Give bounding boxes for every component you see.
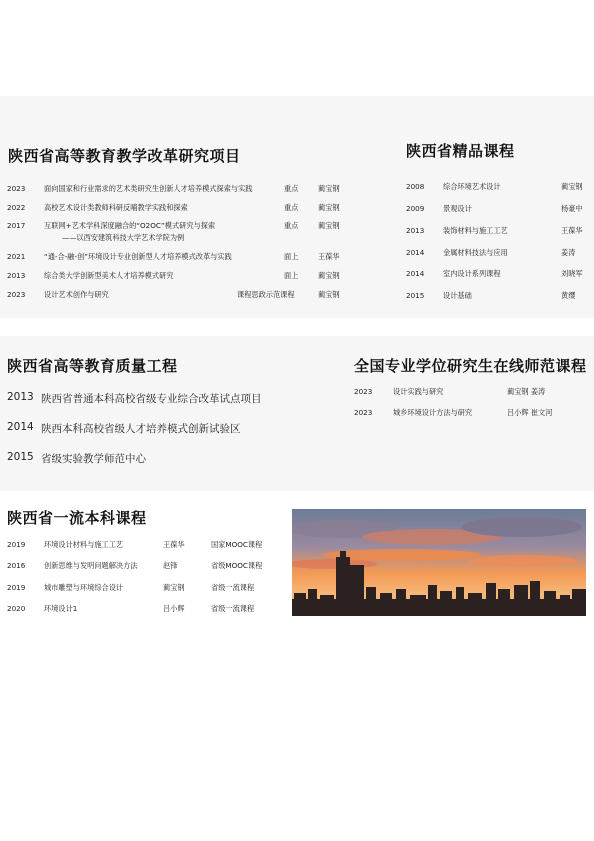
online-demo-courses-title: 全国专业学位研究生在线师范课程 — [354, 357, 587, 375]
sunset-skyline-photo — [292, 509, 586, 616]
row-subtitle: ——以西安建筑科技大学艺术学院为例 — [62, 233, 185, 242]
reform-projects-title: 陕西省高等教育教学改革研究项目 — [8, 147, 241, 165]
quality-engineering-title: 陕西省高等教育质量工程 — [7, 357, 178, 375]
quality-courses-title: 陕西省精品课程 — [406, 142, 515, 160]
skyline-image — [292, 509, 586, 616]
first-class-courses-title: 陕西省一流本科课程 — [7, 509, 147, 527]
